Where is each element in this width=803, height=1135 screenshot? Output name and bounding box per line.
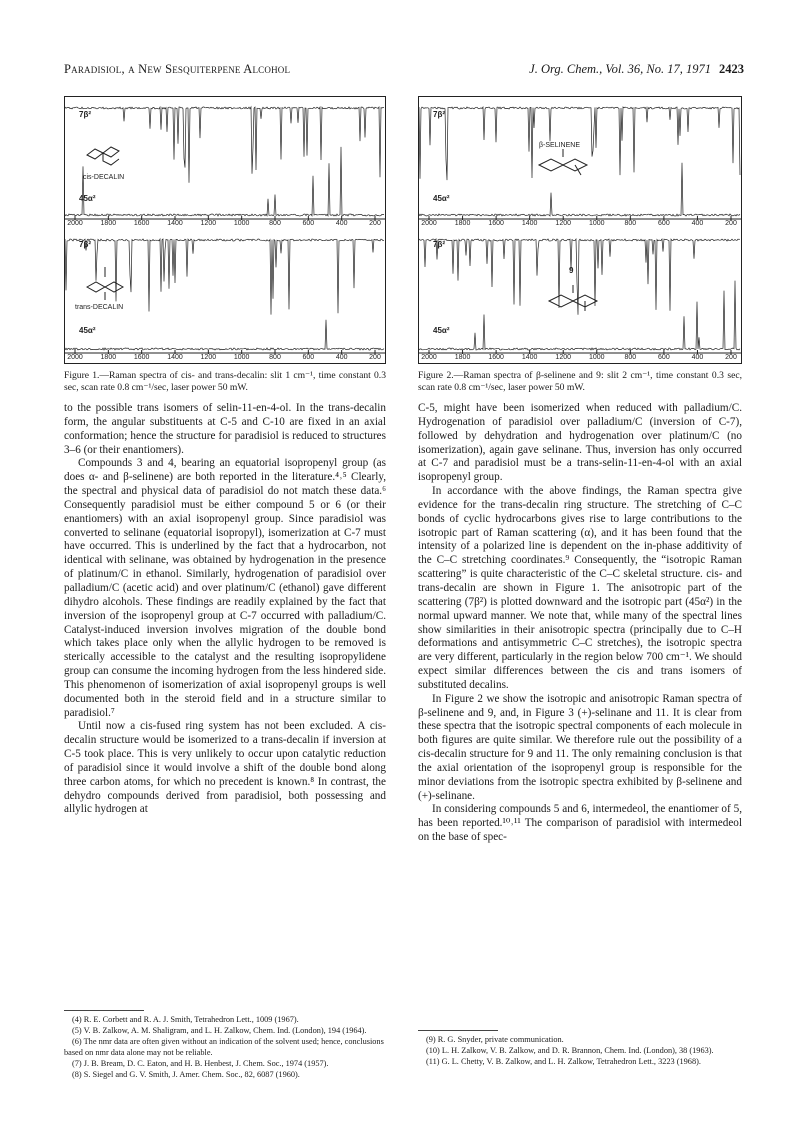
axis-tick-label: 800 bbox=[269, 220, 281, 227]
axis-tick-label: 1800 bbox=[100, 354, 117, 361]
footnote: (7) J. B. Bream, D. C. Eaton, and H. B. Henbest, J. Chem. Soc., 1974 (1957). bbox=[72, 1059, 329, 1068]
footnote: (4) R. E. Corbett and R. A. J. Smith, Tetrahedron Lett., 1009 (1967). bbox=[72, 1015, 299, 1024]
footnotes-left bbox=[64, 1014, 386, 1080]
isotropic-trace bbox=[65, 320, 384, 350]
axis-tick-label: 400 bbox=[335, 220, 348, 227]
figure-1-panel-cis bbox=[65, 107, 385, 227]
footnote: (6) The nmr data are often given without an indication of the solvent used; hence, conclusions based on nmr data alone may not be reliable. bbox=[64, 1037, 384, 1057]
isotropic-trace bbox=[419, 163, 740, 216]
figure-2-panel-selinene bbox=[419, 107, 741, 227]
compound-9-structure bbox=[549, 285, 597, 311]
f2-bottom-molecule-label: 9 bbox=[569, 266, 574, 275]
isotropic-trace bbox=[419, 281, 740, 350]
axis-tick-label: 2000 bbox=[421, 354, 437, 361]
paragraph: In considering compounds 5 and 6, intermedeol, the enantiomer of 5, has been reported.¹⁰˒¹¹ The comparison of paradisiol with intermedeol on the base of spec- bbox=[418, 803, 742, 844]
footnote: (5) V. B. Zalkow, A. M. Shaligram, and L. H. Zalkow, Chem. Ind. (London), 194 (1964). bbox=[72, 1026, 367, 1035]
axis-tick-label: 1000 bbox=[233, 354, 250, 361]
axis-tick-label: 800 bbox=[269, 354, 281, 361]
footnote: (11) G. L. Chetty, V. B. Zalkow, and L. H. Zalkow, Tetrahedron Lett., 3223 (1968). bbox=[426, 1057, 701, 1066]
axis-tick-label: 1800 bbox=[100, 220, 117, 227]
footnote: (8) S. Siegel and G. V. Smith, J. Amer. Chem. Soc., 82, 6087 (1960). bbox=[72, 1070, 300, 1079]
footnote: (10) L. H. Zalkow, V. B. Zalkow, and D. R. Brannon, Chem. Ind. (London), 38 (1963). bbox=[426, 1046, 714, 1055]
axis-tick-label: 1600 bbox=[133, 354, 150, 361]
axis-tick-label: 200 bbox=[369, 354, 381, 361]
axis-tick-label: 600 bbox=[302, 220, 315, 227]
axis-tick-label: 200 bbox=[725, 220, 737, 227]
left-column-text bbox=[64, 402, 386, 817]
axis-tick-label: 600 bbox=[658, 354, 670, 361]
figure-2-caption: Figure 2.—Raman spectra of β-selinene and 9: slit 2 cm⁻¹, time constant 0.3 sec, scan rate 0.8 cm⁻¹/sec, laser power 50 mW. bbox=[418, 370, 742, 393]
f1-top-aniso-label: 7β² bbox=[79, 110, 91, 119]
axis-tick-label: 1600 bbox=[133, 220, 150, 227]
footnote: (9) R. G. Snyder, private communication. bbox=[426, 1035, 564, 1044]
f2-top-iso-label: 45α² bbox=[433, 194, 450, 203]
axis-tick-label: 1000 bbox=[588, 220, 605, 227]
right-column-text bbox=[418, 402, 742, 845]
axis-tick-label: 1000 bbox=[233, 220, 250, 227]
f1-bottom-molecule-label: trans-DECALIN bbox=[75, 304, 124, 311]
axis-tick-label: 1400 bbox=[521, 354, 538, 361]
axis-tick-label: 1800 bbox=[454, 220, 471, 227]
axis-tick-label: 1400 bbox=[167, 220, 183, 227]
figure-2 bbox=[418, 96, 742, 364]
journal-name: J. Org. Chem., Vol. 36, No. 17, 1971 bbox=[529, 62, 711, 76]
f1-bottom-iso-label: 45α² bbox=[79, 326, 96, 335]
axis-tick-label: 1600 bbox=[488, 220, 504, 227]
axis-tick-label: 800 bbox=[624, 220, 637, 227]
f2-top-molecule-label: β-SELINENE bbox=[539, 142, 580, 149]
f1-top-molecule-label: cis-DECALIN bbox=[83, 174, 125, 181]
f1-top-iso-label: 45α² bbox=[79, 194, 96, 203]
axis-tick-label: 1200 bbox=[555, 220, 572, 227]
axis-tick-label: 2000 bbox=[67, 220, 83, 227]
axis-tick-label: 200 bbox=[725, 354, 737, 361]
axis-tick-label: 200 bbox=[369, 220, 381, 227]
beta-selinene-structure bbox=[539, 149, 587, 175]
axis-tick-label: 1400 bbox=[521, 220, 538, 227]
figure-2-panel-compound-9 bbox=[419, 239, 741, 361]
axis-tick-label: 1200 bbox=[200, 220, 217, 227]
running-head bbox=[64, 62, 744, 80]
f2-top-aniso-label: 7β² bbox=[433, 110, 445, 119]
paragraph: C-5, might have been isomerized when reduced with palladium/C. Hydrogenation of paradisiol over palladium/C (inversion of C-7), followed by dehydration and hydrogenation over platinum/C (no isomerization), again gave selinane. Thus, inversion has only occurred at C-7 and paradisiol must be a trans-selin-11-en-4-ol with an axial isopropenyl group. bbox=[418, 402, 742, 484]
cis-decalin-structure bbox=[87, 147, 119, 165]
axis-tick-label: 400 bbox=[691, 220, 704, 227]
paragraph: In Figure 2 we show the isotropic and anisotropic Raman spectra of β-selinene and 9, and, in Figure 3 (+)-selinane and 11. It is clear from these spectra that the isotropic spectral components of each molecule in both figures are quite similar. We therefore rule out the possibility of a cis-decalin structure for 9 and 11. The only remaining conclusion is that the axial orientation of the isopropenyl group is responsible for the minor deviations from the isotropic spectra exhibited by β-selinene and (+)-selinane. bbox=[418, 692, 742, 802]
paragraph: Compounds 3 and 4, bearing an equatorial isopropenyl group (as does α- and β-selinene) are both reported in the literature.⁴˒⁵ Clearly, the spectral and physical data of paradisiol do not match these data.⁶ Consequently paradisiol must be either compound 5 or 6 (or their enantiomers) with an axial isopropenyl group. Since paradisiol was converted to selinane (equatorial isopropyl), isomerization at C-7 must have occurred. This is underlined by the fact that a hydrocarbon, not identical with selinane, was obtained by hydrogenation in the presence of platinum/C in ethanol. Similarly, hydrogenation of paradisiol over palladium/C (acetic acid) and over platinum/C (ethanol) gave different dihydro alcohols. These findings are readily explained by the fact that inversion of the isopropenyl group at C-7 occurred with palladium/C. Catalyst-induced inversion involves migration of the double bond which takes place only when the allylic hydrogen to be removed is sterically accessible to the catalyst and the resulting isopropylidene group can consume the incoming hydrogen from the less hindered side. This phenomenon of isomerization of axial isopropenyl groups is well documented both in the steroid field and in a structure similar to paradisiol.⁷ bbox=[64, 457, 386, 719]
f2-bottom-aniso-label: 7β² bbox=[433, 240, 445, 249]
axis-tick-label: 1400 bbox=[167, 354, 183, 361]
anisotropic-trace bbox=[419, 239, 740, 315]
axis-tick-label: 600 bbox=[658, 220, 670, 227]
axis-tick-label: 400 bbox=[335, 354, 348, 361]
page-number: 2423 bbox=[719, 62, 744, 76]
anisotropic-trace bbox=[65, 107, 384, 183]
paragraph: to the possible trans isomers of selin-11-en-4-ol. In the trans-decalin form, the angular substituents at C-5 and C-10 are fixed in an axial conformation; hence the structure for paradisiol is reduced to structures 3–6 (or their enantiomers). bbox=[64, 402, 386, 456]
paragraph: In accordance with the above findings, the Raman spectra give evidence for the trans-decalin ring structure. The stretching of C–C bonds of cyclic hydrocarbons gives rise to large contributions to the isotropic part of Raman scattering (α), and it has been found that the intensity of a polarized line is dependent on the in-phase additivity of the C–C stretching coordinates.⁹ Consequently, the “isotropic Raman scattering” is quite characteristic of the C–C skeletal structure. cis- and trans-decalin are shown in Figure 1. The anisotropic part of the scattering (7β²) is plotted downward and the isotropic part (45α²) in the normal upward manner. We note that, while many of the spectral lines show similarities in their anisotropic spectra (principally due to C–H deformations and antisymmetric C–C stretches), the isotropic spectra are very different, particularly in the region below 700 cm⁻¹. We should expect similar differences between the cis and trans isomers of substituted decalins. bbox=[418, 485, 742, 691]
axis-tick-label: 400 bbox=[691, 354, 704, 361]
figure-1 bbox=[64, 96, 386, 364]
isotropic-trace bbox=[65, 147, 384, 216]
axis-tick-label: 2000 bbox=[421, 220, 437, 227]
figure-1-spectra bbox=[65, 97, 385, 363]
axis-tick-label: 1600 bbox=[488, 354, 504, 361]
f1-bottom-aniso-label: 7β² bbox=[79, 240, 91, 249]
figure-2-spectra bbox=[419, 97, 741, 363]
figure-1-panel-trans bbox=[65, 239, 385, 361]
axis-tick-label: 2000 bbox=[67, 354, 83, 361]
footnote-rule-left bbox=[64, 1010, 144, 1011]
axis-tick-label: 1800 bbox=[454, 354, 471, 361]
axis-tick-label: 800 bbox=[624, 354, 637, 361]
footnote-rule-right bbox=[418, 1030, 498, 1031]
axis-tick-label: 1000 bbox=[588, 354, 605, 361]
journal-citation bbox=[529, 62, 744, 77]
axis-tick-label: 600 bbox=[302, 354, 315, 361]
axis-tick-label: 1200 bbox=[200, 354, 217, 361]
axis-tick-label: 1200 bbox=[555, 354, 572, 361]
paragraph: Until now a cis-fused ring system has not been excluded. A cis-decalin structure would be isomerized to a trans-decalin if inversion at C-5 took place. This is very unlikely to occur upon catalytic reduction of paradisiol since it would involve a shift of the double bond along three carbon atoms, for which no precedent is known.⁸ In contrast, the dehydro compounds derived from paradisiol, both possessing and allylic hydrogen at bbox=[64, 720, 386, 816]
f2-bottom-iso-label: 45α² bbox=[433, 326, 450, 335]
trans-decalin-structure bbox=[87, 267, 123, 300]
running-title: Paradisiol, a New Sesquiterpene Alcohol bbox=[64, 62, 291, 76]
footnotes-right bbox=[418, 1034, 742, 1067]
figure-1-caption: Figure 1.—Raman spectra of cis- and trans-decalin: slit 1 cm⁻¹, time constant 0.3 sec, scan rate 0.8 cm⁻¹/sec, laser power 50 mW. bbox=[64, 370, 386, 393]
